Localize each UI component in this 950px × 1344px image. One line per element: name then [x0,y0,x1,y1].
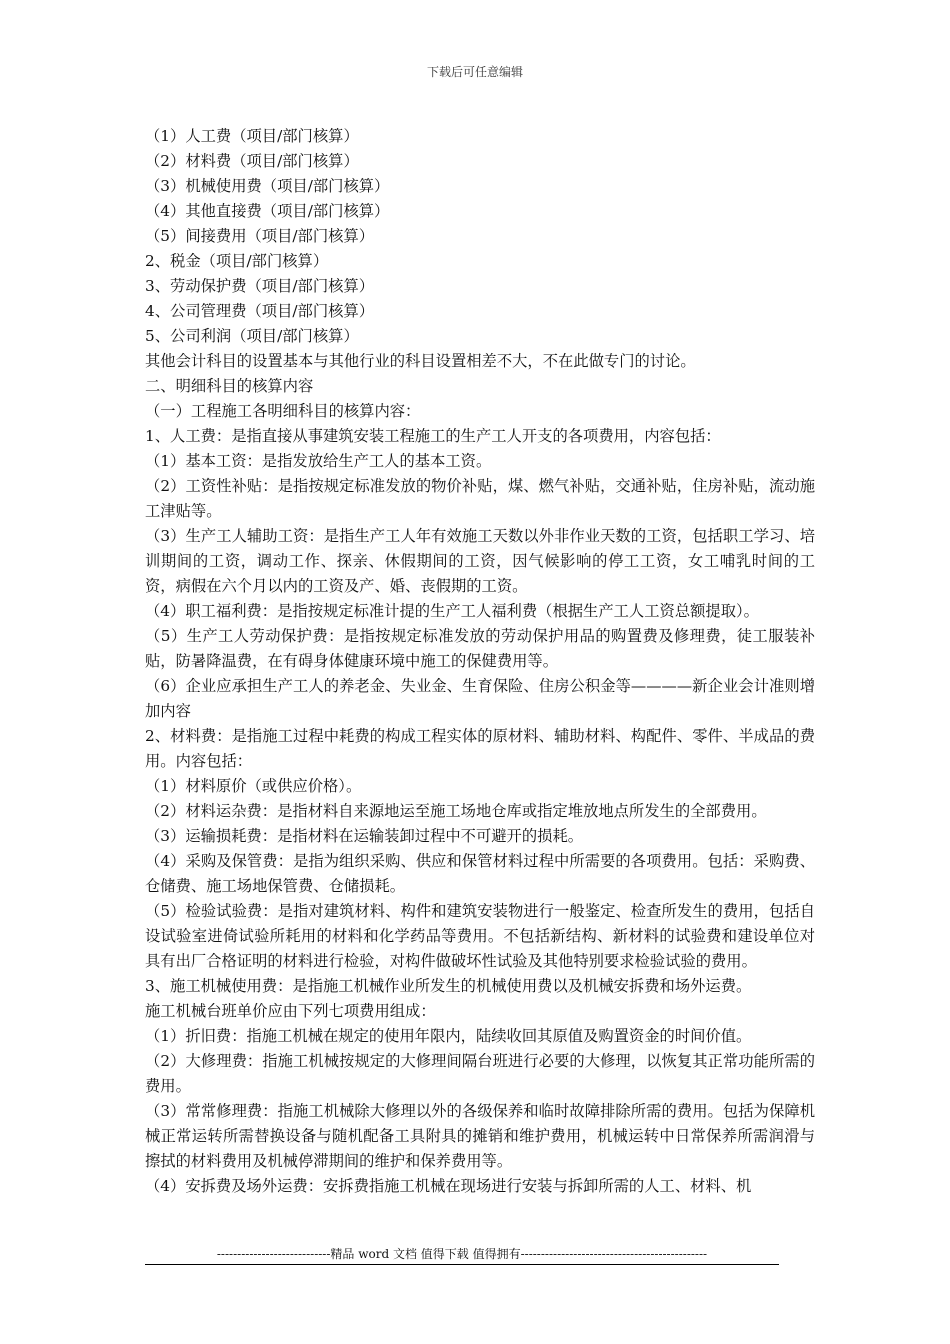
section-heading: 二、明细科目的核算内容 [145,377,314,395]
document-body [145,124,815,1199]
paragraph: （3）生产工人辅助工资：是指生产工人年有效施工天数以外非作业天数的工资，包括职工学习、培训期间的工资，调动工作、探亲、休假期间的工资，因气候影响的停工工资，女工哺乳时间的工资，病假在六个月以内的工资及产、婚、丧假期的工资。 [145,527,815,595]
list-item: （2）材料费（项目/部门核算） [145,152,359,170]
paragraph: （6）企业应承担生产工人的养老金、失业金、生育保险、住房公积金等————新企业会计准则增加内容 [145,677,815,720]
list-item: （5）间接费用（项目/部门核算） [145,227,375,245]
body-text: （1）基本工资：是指发放给生产工人的基本工资。 [145,452,492,470]
paragraph: （4）采购及保管费：是指为组织采购、供应和保管材料过程中所需要的各项费用。包括：采购费、仓储费、施工场地保管费、仓储损耗。 [145,852,815,895]
paragraph: （4）职工福利费：是指按规定标准计提的生产工人福利费（根据生产工人工资总额提取）。 [145,602,759,620]
list-item: 5、公司利润（项目/部门核算） [145,327,359,345]
paragraph: （2）大修理费：指施工机械按规定的大修理间隔台班进行必要的大修理，以恢复其正常功能所需的费用。 [145,1052,815,1095]
subsection-heading: （一）工程施工各明细科目的核算内容： [145,402,421,420]
paragraph: （4）安拆费及场外运费：安拆费指施工机械在现场进行安装与拆卸所需的人工、材料、机 [145,1177,752,1195]
paragraph: （3）常常修理费：指施工机械除大修理以外的各级保养和临时故障排除所需的费用。包括为保障机械正常运转所需替换设备与随机配备工具附具的摊销和维护费用，机械运转中日常保养所需润滑与擦拭的材料费用及机械停滞期间的维护和保养费用等。 [145,1102,815,1170]
paragraph: 施工机械台班单价应由下列七项费用组成： [145,1002,436,1020]
body-text: 1、人工费：是指直接从事建筑安装工程施工的生产工人开支的各项费用，内容包括： [145,427,721,445]
paragraph: （2）材料运杂费：是指材料自来源地运至施工场地仓库或指定堆放地点所发生的全部费用。 [145,802,767,820]
paragraph: 3、施工机械使用费：是指施工机械作业所发生的机械使用费以及机械安拆费和场外运费。 [145,977,752,995]
footer-text: ----------------------------精品 word 文档 值得下载 值得拥有---------------------------------------------- [216,1247,708,1261]
paragraph: （1）折旧费：指施工机械在规定的使用年限内，陆续收回其原值及购置资金的时间价值。 [145,1027,752,1045]
list-item: （1）人工费（项目/部门核算） [145,127,359,145]
page-header: 下载后可任意编辑 [426,65,523,79]
paragraph: 2、材料费：是指施工过程中耗费的构成工程实体的原材料、辅助材料、构配件、零件、半成品的费用。内容包括： [145,727,815,770]
list-item: 4、公司管理费（项目/部门核算） [145,302,375,320]
paragraph: （3）运输损耗费：是指材料在运输装卸过程中不可避开的损耗。 [145,827,584,845]
list-item: （4）其他直接费（项目/部门核算） [145,202,390,220]
paragraph: （1）材料原价（或供应价格）。 [145,777,362,795]
list-item: 3、劳动保护费（项目/部门核算） [145,277,375,295]
list-item: （3）机械使用费（项目/部门核算） [145,177,390,195]
paragraph: （5）检验试验费：是指对建筑材料、构件和建筑安装物进行一般鉴定、检查所发生的费用，包括自设试验室进倚试验所耗用的材料和化学药品等费用。不包括新结构、新材料的试验费和建设单位对具有出厂合格证明的材料进行检验，对构件做破坏性试验及其他特别要求检验试验的费用。 [145,902,815,970]
page-footer [145,1246,779,1265]
paragraph: （2）工资性补贴：是指按规定标准发放的物价补贴，煤、燃气补贴，交通补贴，住房补贴，流动施工津贴等。 [145,477,815,520]
list-item: 2、税金（项目/部门核算） [145,252,329,270]
paragraph: （5）生产工人劳动保护费：是指按规定标准发放的劳动保护用品的购置费及修理费，徒工服装补贴，防暑降温费，在有碍身体健康环境中施工的保健费用等。 [145,627,815,670]
body-text: 其他会计科目的设置基本与其他行业的科目设置相差不大，不在此做专门的讨论。 [145,352,696,370]
